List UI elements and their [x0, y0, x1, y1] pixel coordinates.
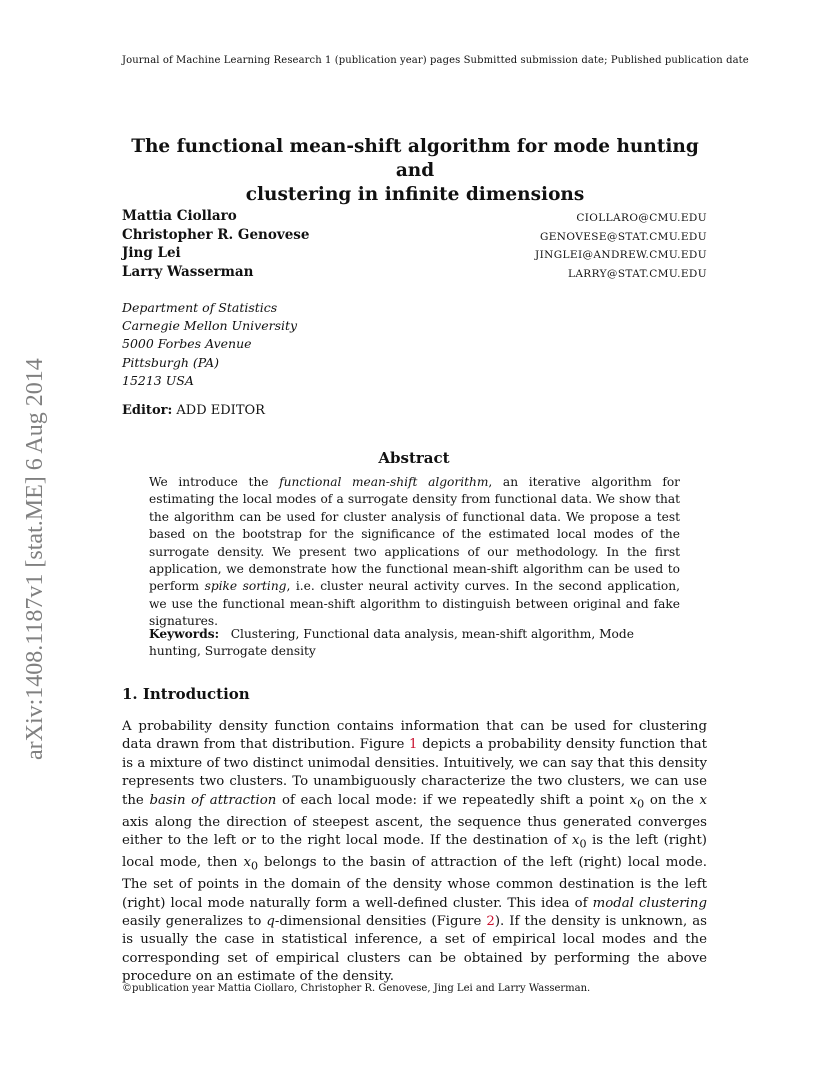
intro-text: -dimensional densities (Figure	[274, 914, 487, 930]
figure-2-link[interactable]: 2	[486, 914, 495, 930]
copyright-notice: ©publication year Mattia Ciollaro, Christopher R. Genovese, Jing Lei and Larry Wasserman.	[122, 983, 591, 994]
affiliation-line: 15213 USA	[122, 372, 194, 388]
author-name: Christopher R. Genovese	[122, 226, 310, 243]
author-email: GENOVESE@STAT.CMU.EDU	[539, 230, 707, 243]
arxiv-identifier: arXiv:1408.1187v1 [stat.ME] 6 Aug 2014	[22, 358, 48, 760]
abstract-part: , an iterative algorithm for estimating the local modes of a surrogate density from functional data. We show that the algorithm can be used for cluster analysis of functional data. We propose a test based on the bootstrap for the significance of the estimated local modes of the surrogate density. We present two applications of our methodology. In the first application, we demonstrate how the functional mean-shift algorithm can be used to perform	[149, 475, 681, 594]
author-list	[122, 207, 309, 281]
abstract-part: , i.e. cluster neural activity curves. In the second application, we use the functional mean-shift algorithm to distinguish between original and fake signatures.	[149, 579, 680, 629]
affiliation	[122, 299, 297, 390]
intro-text: ). If the density is unknown, as is usually the case in statistical inference, a set of empirical local modes and the corresponding set of empirical clusters can be obtained by performing the above procedure on an estimate of the density.	[122, 914, 707, 985]
intro-text: of each local mode: if we repeatedly shift a point	[276, 792, 630, 808]
abstract-emphasis: functional mean-shift algorithm	[279, 475, 489, 489]
intro-text: axis along the direction of steepest ascent, the sequence thus generated converges either to the left or to the right local mode. If the destination of	[122, 814, 707, 849]
author-email: JINGLEI@ANDREW.CMU.EDU	[534, 249, 707, 261]
math-x: x	[629, 792, 638, 808]
abstract-part: We introduce the	[149, 475, 280, 489]
title-line-1: The functional mean-shift algorithm for mode hunting and	[131, 136, 699, 181]
affiliation-line: 5000 Forbes Avenue	[122, 336, 252, 352]
arxiv-sidebar	[22, 290, 50, 760]
author-email: CIOLLARO@CMU.EDU	[576, 212, 707, 224]
math-x: x	[243, 855, 251, 871]
keywords-value: Clustering, Functional data analysis, mean-shift algorithm, Mode hunting, Surrogate density	[149, 627, 634, 659]
keywords	[149, 626, 680, 661]
keywords-label: Keywords:	[149, 627, 220, 641]
author-name: Mattia Ciollaro	[122, 208, 237, 224]
math-subscript: 0	[579, 837, 587, 851]
affiliation-line: Department of Statistics	[122, 300, 278, 315]
section-heading-introduction: 1. Introduction	[122, 685, 250, 703]
author-name: Larry Wasserman	[122, 263, 254, 280]
math-x: x	[699, 792, 707, 808]
affiliation-line: Pittsburgh (PA)	[122, 354, 219, 370]
running-head: Journal of Machine Learning Research 1 (publication year) pages Submitted submission date; Published publication date	[122, 55, 749, 66]
intro-text: A probability density function contains information that can be used for clustering data drawn from that distribution. Figure	[122, 719, 707, 753]
author-email: LARRY@STAT.CMU.EDU	[567, 267, 707, 280]
editor-value: ADD EDITOR	[176, 403, 265, 418]
paper-title	[110, 135, 720, 207]
math-subscript: 0	[637, 797, 645, 811]
editor-line	[122, 403, 265, 418]
intro-text: depicts a probability density function that is a mixture of two distinct unimodal densities. Intuitively, we can say that this density represents two clusters. To unambiguously characterize the two clusters, we can use the	[122, 737, 707, 808]
title-line-2: clustering in infinite dimensions	[245, 184, 585, 205]
affiliation-line: Carnegie Mellon University	[122, 318, 298, 334]
intro-text: is the left (right) local mode, then	[122, 833, 707, 871]
intro-text: on the	[644, 792, 700, 808]
figure-1-link[interactable]: 1	[409, 737, 418, 753]
abstract-heading: Abstract	[378, 449, 450, 467]
intro-emphasis: basin of attraction	[149, 792, 277, 808]
abstract-text	[149, 474, 680, 631]
intro-emphasis: modal clustering	[592, 895, 707, 911]
math-subscript: 0	[250, 859, 259, 873]
abstract-emphasis: spike sorting	[204, 579, 287, 594]
intro-text: belongs to the basin of attraction of the left (right) local mode. The set of points in the domain of the density whose common destination is the left (right) local mode naturally form a well-defined cluster. This idea of	[122, 855, 707, 911]
editor-label: Editor:	[122, 403, 173, 418]
author-name: Jing Lei	[122, 245, 181, 261]
math-x: x	[571, 833, 580, 849]
math-q: q	[266, 914, 275, 930]
email-list	[430, 209, 707, 283]
introduction-paragraph	[122, 718, 707, 987]
intro-text: easily generalizes to	[122, 914, 267, 930]
